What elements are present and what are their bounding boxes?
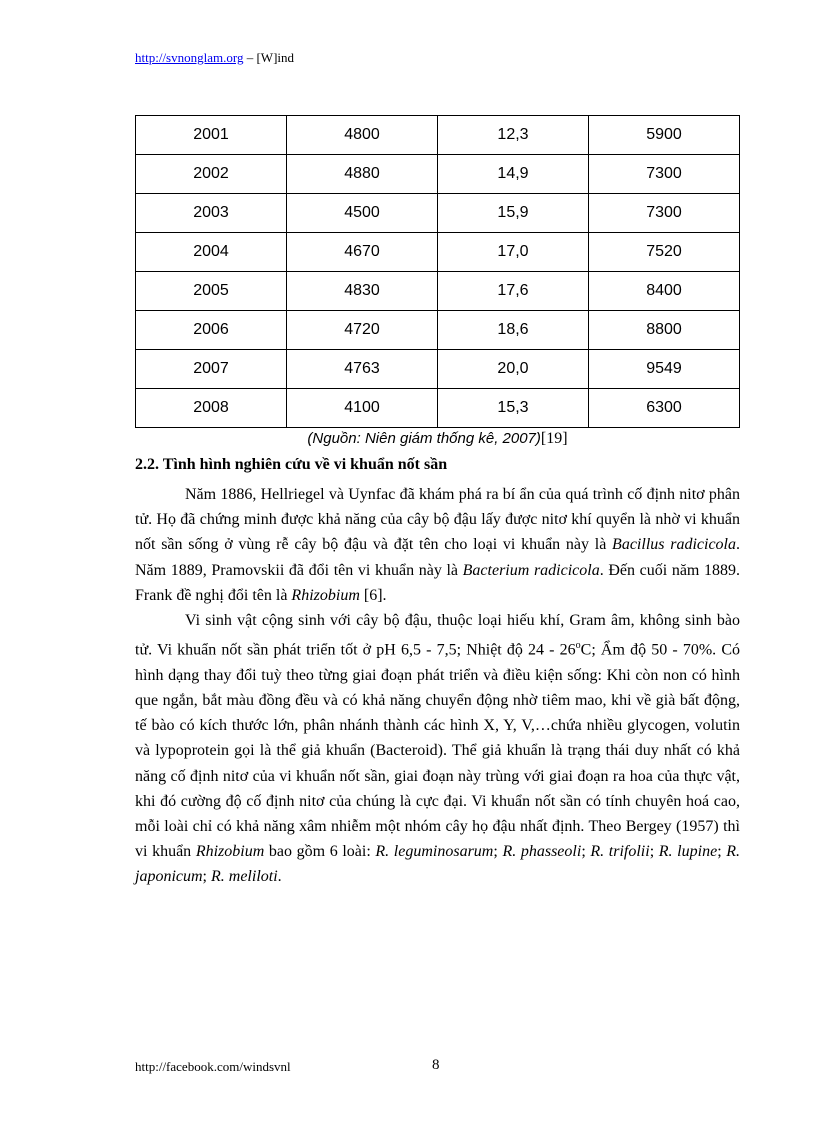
species-name: R. trifolii [590, 843, 650, 861]
table-cell: 7520 [589, 233, 740, 272]
table-cell: 4720 [287, 311, 438, 350]
table-cell: 2008 [136, 389, 287, 428]
table-cell: 17,0 [438, 233, 589, 272]
table-cell: 5900 [589, 116, 740, 155]
table-cell: 9549 [589, 350, 740, 389]
text-run: . [277, 868, 282, 886]
table-cell: 2001 [136, 116, 287, 155]
table-cell: 4763 [287, 350, 438, 389]
table-row [136, 233, 740, 272]
table-row [136, 155, 740, 194]
table-cell: 4500 [287, 194, 438, 233]
text-run: C; Ẩm độ 50 - 70%. Có hình dạng thay đổi tuỳ theo từng giai đoạn phát triển và điều kiện sống: Khi còn non có hình que ngắn, bắt màu đồng đều và có khả năng chuyển động nhờ tiêm mao, khi về già bất động, tế bào có kích thước lớn, phân nhánh thành các hình X, Y, V,…chứa nhiều glycogen, volutin và lypoprotein gọi là thể giả khuẩn (Bacteroid). Thể giả khuẩn là trạng thái duy nhất có khả năng cố định nitơ của vi khuẩn nốt sần, giai đoạn này trùng với giai đoạn ra hoa của thực vật, khi đó cường độ cố định nitơ của chúng là cực đại. Vi khuẩn nốt sần có tính chuyên hoá cao, mỗi loài chỉ có khả năng xâm nhiễm một nhóm cây họ đậu nhất định. Theo Bergey (1957) thì vi khuẩn [135, 641, 740, 861]
paragraph-1 [135, 482, 740, 608]
text-run: . Đến cuối năm 1889. Frank đề nghị đổi tên là [135, 561, 741, 604]
section-heading: 2.2. Tình hình nghiên cứu về vi khuẩn nốt sần [135, 456, 448, 473]
degree-superscript: o [575, 640, 581, 652]
table-cell: 7300 [589, 155, 740, 194]
paragraph-2 [135, 608, 740, 890]
separator: ; [649, 843, 659, 861]
text-run: Vi sinh vật cộng sinh với cây bộ đậu, thuộc loại hiếu khí, Gram âm, không sinh bào tử. Vi khuẩn nốt sần phát triển tốt ở pH 6,5 - 7,5; Nhiệt độ 24 - 26 [135, 612, 740, 659]
table-cell: 20,0 [438, 350, 589, 389]
header-link[interactable]: http://svnonglam.org [135, 50, 244, 65]
table-cell: 2006 [136, 311, 287, 350]
table-cell: 4880 [287, 155, 438, 194]
species-name: Bacterium radicicola [462, 561, 600, 579]
body-text [135, 482, 740, 890]
table-cell: 4800 [287, 116, 438, 155]
table-cell: 12,3 [438, 116, 589, 155]
table-cell: 2005 [136, 272, 287, 311]
separator: ; [493, 843, 503, 861]
table-row [136, 272, 740, 311]
table-cell: 4830 [287, 272, 438, 311]
species-name: R. japonicum [135, 843, 741, 886]
table-cell: 2003 [136, 194, 287, 233]
table-row [136, 116, 740, 155]
footer-link[interactable]: http://facebook.com/windsvnl [135, 1059, 291, 1074]
table-row [136, 194, 740, 233]
table-cell: 15,9 [438, 194, 589, 233]
text-run: Năm 1886, Hellriegel và Uynfac đã khám phá ra bí ẩn của quá trình cố định nitơ phân tử. Họ đã chứng minh được khả năng của cây bộ đậu lấy được nitơ khí quyển là nhờ vi khuẩn nốt sần sống ở vùng rễ cây bộ đậu và đặt tên cho loại vi khuẩn này là [135, 486, 740, 554]
table-cell: 2004 [136, 233, 287, 272]
text-run: . Năm 1889, Pramovskii đã đổi tên vi khuẩn này là [135, 536, 740, 579]
species-name: R. leguminosarum [375, 843, 494, 861]
source-citation: (Nguồn: Niên giám thống kê, 2007) [307, 430, 541, 447]
table-source [135, 430, 740, 448]
separator: ; [202, 868, 211, 886]
species-name: R. lupine [658, 843, 718, 861]
text-run: [6]. [359, 586, 387, 604]
table-cell: 6300 [589, 389, 740, 428]
header-suffix: – [W]ind [243, 50, 295, 65]
data-table [135, 115, 740, 428]
species-name: R. meliloti [211, 868, 278, 886]
source-reference: [19] [540, 430, 568, 447]
species-name: Bacillus radicicola [612, 536, 736, 554]
table-row [136, 311, 740, 350]
separator: ; [581, 843, 591, 861]
table-cell: 8400 [589, 272, 740, 311]
genus-name: Rhizobium [195, 843, 265, 861]
table-cell: 4670 [287, 233, 438, 272]
page-header [135, 50, 294, 66]
table-cell: 8800 [589, 311, 740, 350]
text-run: bao gồm 6 loài: [264, 843, 376, 861]
table-cell: 15,3 [438, 389, 589, 428]
table-cell: 17,6 [438, 272, 589, 311]
genus-name: Rhizobium [291, 586, 360, 604]
table-cell: 4100 [287, 389, 438, 428]
table-cell: 14,9 [438, 155, 589, 194]
page-number: 8 [432, 1057, 440, 1073]
table-cell: 2007 [136, 350, 287, 389]
table-cell: 7300 [589, 194, 740, 233]
table-cell: 18,6 [438, 311, 589, 350]
separator: ; [717, 843, 727, 861]
species-name: R. phasseoli [502, 843, 582, 861]
table-row [136, 350, 740, 389]
table-cell: 2002 [136, 155, 287, 194]
table-row [136, 389, 740, 428]
